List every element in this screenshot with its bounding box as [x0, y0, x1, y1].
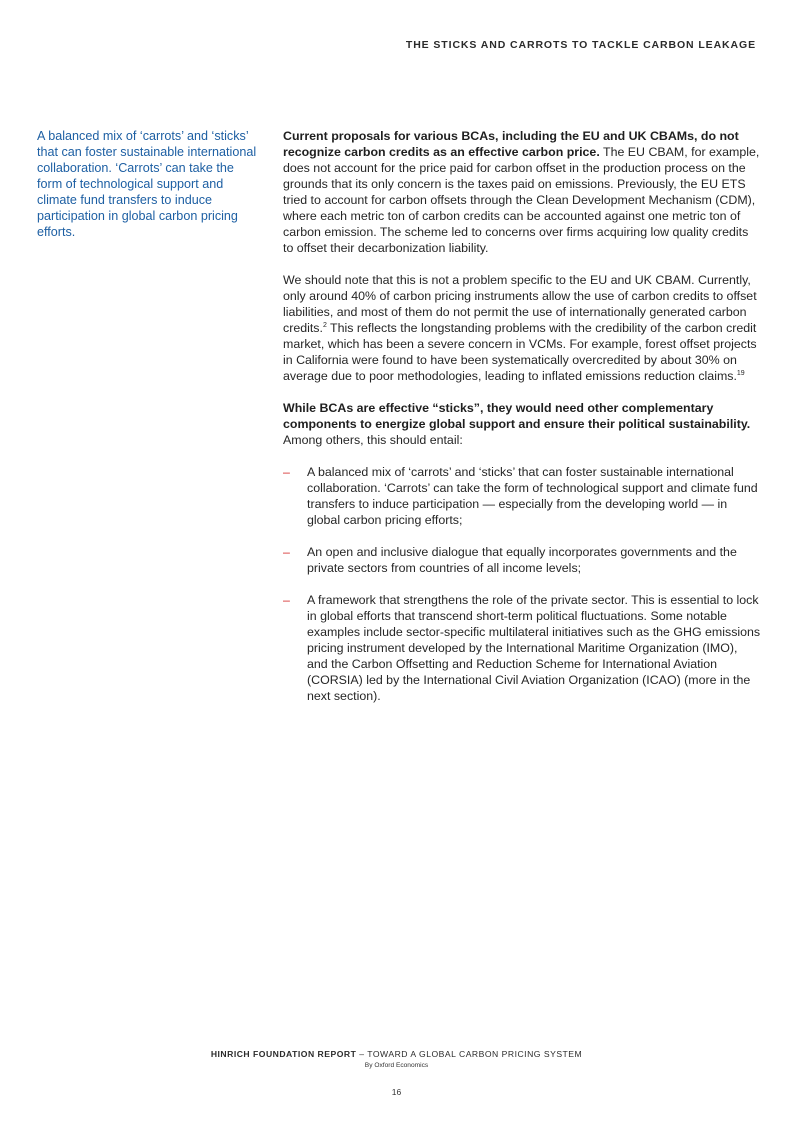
paragraph-text: The EU CBAM, for example, does not account for the price paid for carbon offset in the production process on the grounds that its only concern is the taxes paid on emissions. Previously, the EU ETS tried to account for carbon offsets through the Clean Development Mechanism (CDM), where each metric ton of carbon credits can be accounted against one metric ton of carbon emission. The scheme led to concerns over firms acquiring low quality credits to offset their decarbonization liability.: [283, 145, 760, 255]
bullet-dash-icon: –: [283, 545, 290, 559]
page-number: 16: [391, 1087, 402, 1097]
list-item: [283, 544, 761, 576]
bullet-dash-icon: –: [283, 465, 290, 479]
list-item: [283, 464, 761, 528]
paragraph-cbam-carbon-credits: [283, 128, 761, 256]
footnote-ref-19[interactable]: 19: [736, 370, 745, 377]
paragraph-text: This reflects the longstanding problems with the credibility of the carbon credit market, which has been a severe concern in VCMs. For example, forest offset projects in California were found to have been systematically overcredited by about 30% on average due to poor methodologies, leading to inflated emissions reduction claims.: [283, 321, 757, 383]
footer-byline: By Oxford Economics: [364, 1062, 429, 1069]
bullet-dash-icon: –: [283, 593, 290, 607]
footer-separator: –: [356, 1049, 368, 1059]
running-header: THE STICKS AND CARROTS TO TACKLE CARBON LEAKAGE: [405, 39, 756, 51]
footer-report-subtitle: TOWARD A GLOBAL CARBON PRICING SYSTEM: [367, 1049, 583, 1059]
paragraph-lead-bold: While BCAs are effective “sticks”, they would need other complementary components to energize global support and ensure their political sustainability.: [283, 401, 751, 431]
paragraph-text: Among others, this should entail:: [283, 433, 463, 447]
main-text-column: [283, 128, 761, 720]
list-item-text: An open and inclusive dialogue that equally incorporates governments and the private sectors from countries of all income levels;: [307, 545, 737, 575]
list-item-text: A framework that strengthens the role of the private sector. This is essential to lock in global efforts that transcend short-term political fluctuations. Some notable examples include sector-specific multilateral initiatives such as the GHG emissions pricing instrument developed by the International Maritime Organization (IMO), and the Carbon Offsetting and Reduction Scheme for International Aviation (CORSIA) led by the International Civil Aviation Organization (ICAO) (more in the next section).: [307, 593, 761, 703]
paragraph-lead-bold: Current proposals for various BCAs, including the EU and UK CBAMs, do not recognize carbon credits as an effective carbon price.: [283, 129, 739, 159]
footnote-ref-2[interactable]: 2: [322, 322, 327, 329]
bullet-list: [283, 464, 761, 704]
pull-quote: A balanced mix of ‘carrots’ and ‘sticks’ that can foster sustainable international collaboration. ‘Carrots’ can take the form of technological support and climate fund transfers to induce participation in global carbon pricing efforts.: [37, 129, 257, 239]
paragraph-text: We should note that this is not a problem specific to the EU and UK CBAM. Currently, only around 40% of carbon pricing instruments allow the use of carbon credits to offset liabilities, and most of them do not permit the use of internationally generated carbon credits.: [283, 273, 757, 335]
paragraph-carbon-pricing-instruments: [283, 272, 761, 384]
paragraph-sticks-complementary: [283, 400, 761, 448]
footer-report-title: [0, 1049, 793, 1059]
footer-report-name: HINRICH FOUNDATION REPORT: [210, 1049, 357, 1059]
list-item: [283, 592, 761, 704]
list-item-text: A balanced mix of ‘carrots’ and ‘sticks’ that can foster sustainable international collaboration. ‘Carrots’ can take the form of technological support and climate fund transfers to induce participation — especially from the developing world — in global carbon pricing efforts;: [307, 465, 758, 527]
